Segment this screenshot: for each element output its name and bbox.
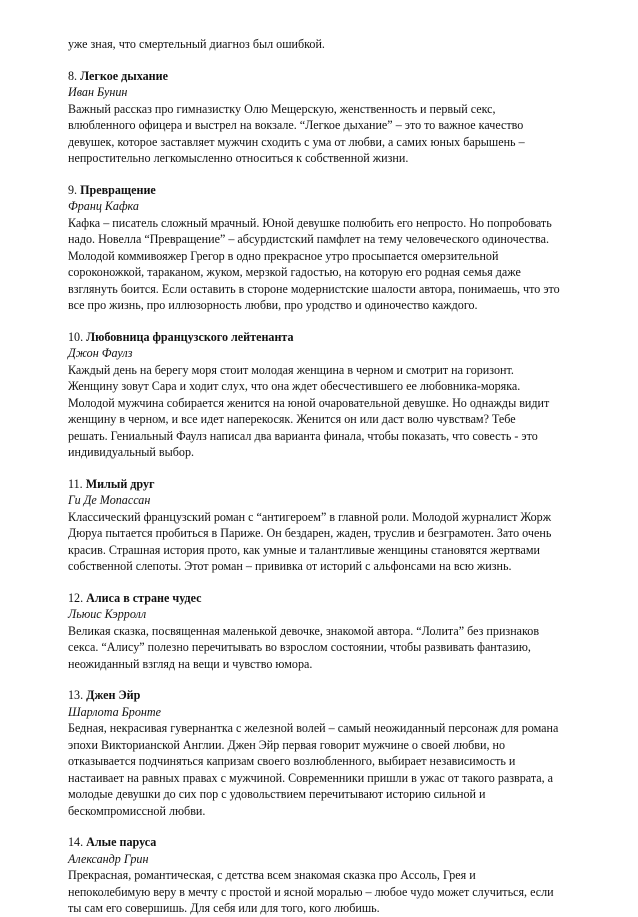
book-description: Бедная, некрасивая гувернантка с железной волей – самый неожиданный персонаж для романа эпохи Викторианской Англии. Джен Эйр первая говорит мужчине о своей любви, но отказывается подчиняться капризам своего возлюбленного, выбирает независимость и настаивает на равных правах с мужчиной. Современники пришли в ужас от такого разврата, а молодые девушки до сих пор с удовольствием перечитывают историю сильной и бескомпромиссной любви. <box>68 721 559 818</box>
entry-number: 13. <box>68 688 84 702</box>
book-entry-13 <box>68 687 588 819</box>
entry-heading <box>68 687 588 704</box>
book-author: Иван Бунин <box>68 85 128 99</box>
book-description: Кафка – писатель сложный мрачный. Юной девушке полюбить его непросто. Но попробовать надо. Новелла “Превращение” – абсурдистский памфлет на тему человеческого одиночества. Молодой коммивояжер Грегор в одно прекрасное утро просыпается омерзительной сороконожкой, тараканом, жуком, мерзкой гадостью, на которую его родная семья даже взглянуть боится. Если оставить в стороне модернистские шалости автора, понимаешь, что это все про жизнь, про иллюзорность любви, про уродство и одиночество каждого. <box>68 215 560 312</box>
book-title: Алые паруса <box>86 835 157 849</box>
book-description: Классический французский роман с “антигероем” в главной роли. Молодой журналист Жорж Дюруа пытается пробиться в Париже. Он бездарен, жаден, труслив и безграмотен. Зато очень красив. Страшная история прото, как умные и талантливые женщины становятся жертвами собственной слепоты. Этот роман – прививка от историй с альфонсами на всю жизнь. <box>68 509 552 573</box>
entry-heading <box>68 329 588 346</box>
book-title: Джен Эйр <box>86 688 141 702</box>
book-title: Милый друг <box>85 476 155 491</box>
entry-number: 12. <box>68 590 84 605</box>
book-description: Великая сказка, посвященная маленькой девочке, знакомой автора. “Лолита” без признаков секса. “Алису” полезно перечитывать во взрослом состоянии, чтобы развивать фантазию, неожиданный взгляд на вещи и чувство юмора. <box>68 623 540 671</box>
book-description: Важный рассказ про гимназистку Олю Мещерскую, женственность и первый секс, влюбленного офицера и выстрел на вокзале. “Легкое дыхание” – это то важное качество девушек, которое заставляет мужчин сходить с ума от любви, а самих юных барышень – непростительно легкомысленно относиться к собственной жизни. <box>68 101 525 165</box>
entry-number: 14. <box>68 835 84 849</box>
book-entry-12 <box>68 590 588 673</box>
entry-number: 10. <box>68 329 84 344</box>
book-entry-10 <box>68 329 588 461</box>
book-entry-8 <box>68 68 588 167</box>
book-description: Прекрасная, романтическая, с детства всем знакомая сказка про Ассоль, Грея и непоколебимую веру в мечту с простой и ясной моралью – любое чудо может случиться, если ты сам его совершишь. Для себя или для того, кого любишь. <box>68 868 554 915</box>
book-entry-9 <box>68 182 588 314</box>
book-author: Франц Кафка <box>68 199 139 213</box>
book-description: Каждый день на берегу моря стоит молодая женщина в черном и смотрит на горизонт. Женщину зовут Сара и ходит слух, что она ждет обесчестившего ее любовника-моряка. Молодой мужчина собирается женится на юной очаровательной девушке. Но однажды видит женщину в черном, и все идет наперекосяк. Женится он или даст волю чувствам? Тебе решать. Гениальный Фаулз написал два варианта финала, чтобы показать, что совесть - это индивидуальный выбор. <box>68 362 550 459</box>
entry-heading <box>68 68 588 85</box>
book-title: Превращение <box>80 182 156 197</box>
book-author: Джон Фаулз <box>68 346 133 360</box>
book-author: Шарлота Бронте <box>68 704 161 719</box>
book-author: Ги Де Мопассан <box>68 493 151 507</box>
entry-heading <box>68 182 588 199</box>
entry-number: 8. <box>68 68 78 83</box>
entry-number: 11. <box>68 476 83 491</box>
book-author: Александр Грин <box>68 851 149 866</box>
lead-text: уже зная, что смертельный диагноз был ошибкой. <box>68 37 325 51</box>
book-title: Любовница французского лейтенанта <box>86 329 294 344</box>
book-author: Льюис Кэрролл <box>68 607 147 621</box>
entry-heading <box>68 590 588 607</box>
book-entry-11 <box>68 476 588 575</box>
book-title: Алиса в стране чудес <box>86 590 202 605</box>
entry-heading <box>68 476 588 493</box>
entry-number: 9. <box>68 182 78 197</box>
book-title: Легкое дыхание <box>80 68 168 83</box>
book-entry-14 <box>68 834 588 917</box>
entry-heading <box>68 834 588 851</box>
